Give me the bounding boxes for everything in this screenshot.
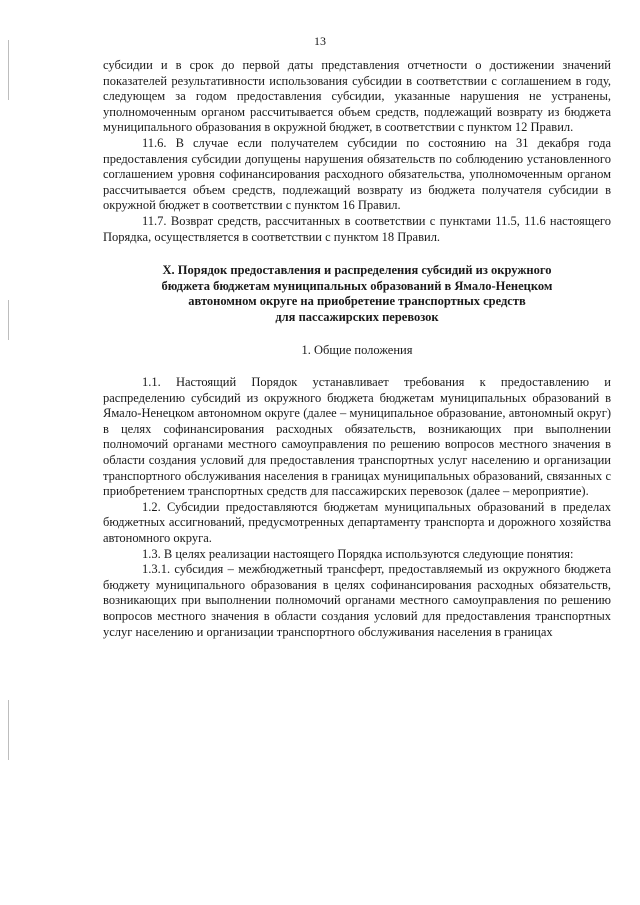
section-heading-line: X. Порядок предоставления и распределения субсидий из окружного: [162, 263, 552, 278]
scan-margin-line: [8, 300, 9, 340]
paragraph: 1.1. Настоящий Порядок устанавливает требования к предоставлению и распределению субсидий из окружного бюджета бюджетам муниципальных образований в Ямало-Ненецком автономном округе (далее – муниципальное образование, автономный округ) в целях софинансирования расходных обязательств, возникающих при выполнении полномочий органами местного самоуправления по решению вопросов местного значения в области создания условий для предоставления транспортных услуг населению и организации транспортного обслуживания населения в границах муниципальных образований, связанных с приобретением транспортных средств для пассажирских перевозок (далее – мероприятие).: [103, 375, 611, 499]
paragraph: субсидии и в срок до первой даты представления отчетности о достижении значений показателей результативности использования субсидии в соответствии с соглашением в году, следующем за годом предоставления субсидии, указанные нарушения не устранены, уполномоченным органом рассчитывается объем средств, подлежащий возврату из бюджета муниципального образования в окружной бюджет, в соответствии с пунктом 12 Правил.: [103, 58, 611, 135]
scan-margin-line: [8, 700, 9, 760]
section-heading: [103, 263, 611, 325]
paragraph: 11.7. Возврат средств, рассчитанных в соответствии с пунктами 11.5, 11.6 настоящего Порядка, осуществляется в соответствии с пунктом 18 Правил.: [103, 213, 611, 244]
section-heading-line: для пассажирских перевозок: [275, 309, 439, 324]
page-number: 13: [314, 34, 326, 48]
scan-margin-line: [8, 40, 9, 100]
subheading: 1. Общие положения: [301, 342, 413, 357]
paragraph: 1.3. В целях реализации настоящего Порядка используются следующие понятия:: [142, 546, 574, 561]
section-heading-line: автономном округе на приобретение транспортных средств: [188, 294, 526, 309]
paragraph: 11.6. В случае если получателем субсидии по состоянию на 31 декабря года предоставления субсидии допущены нарушения обязательств по соблюдению установленного соглашением уровня софинансирования расходного обязательства, уполномоченным органом рассчитывается объем средств, подлежащий возврату из бюджета получателя субсидии в окружной бюджет в соответствии с пунктом 16 Правил.: [103, 135, 611, 213]
paragraph: 1.2. Субсидии предоставляются бюджетам муниципальных образований в пределах бюджетных ассигнований, предусмотренных департаменту транспорта и дорожного хозяйства автономного округа.: [103, 499, 611, 546]
paragraph: 1.3.1. субсидия – межбюджетный трансферт, предоставляемый из окружного бюджета бюджету муниципального образования в целях софинансирования расходных обязательств, возникающих при выполнении полномочий органами местного самоуправления по решению вопросов местного значения в области создания условий для предоставления транспортных услуг населению и организации транспортного обслуживания населения в границах: [103, 562, 611, 639]
section-heading-line: бюджета бюджетам муниципальных образований в Ямало-Ненецком: [161, 278, 553, 293]
document-body: [103, 58, 611, 640]
